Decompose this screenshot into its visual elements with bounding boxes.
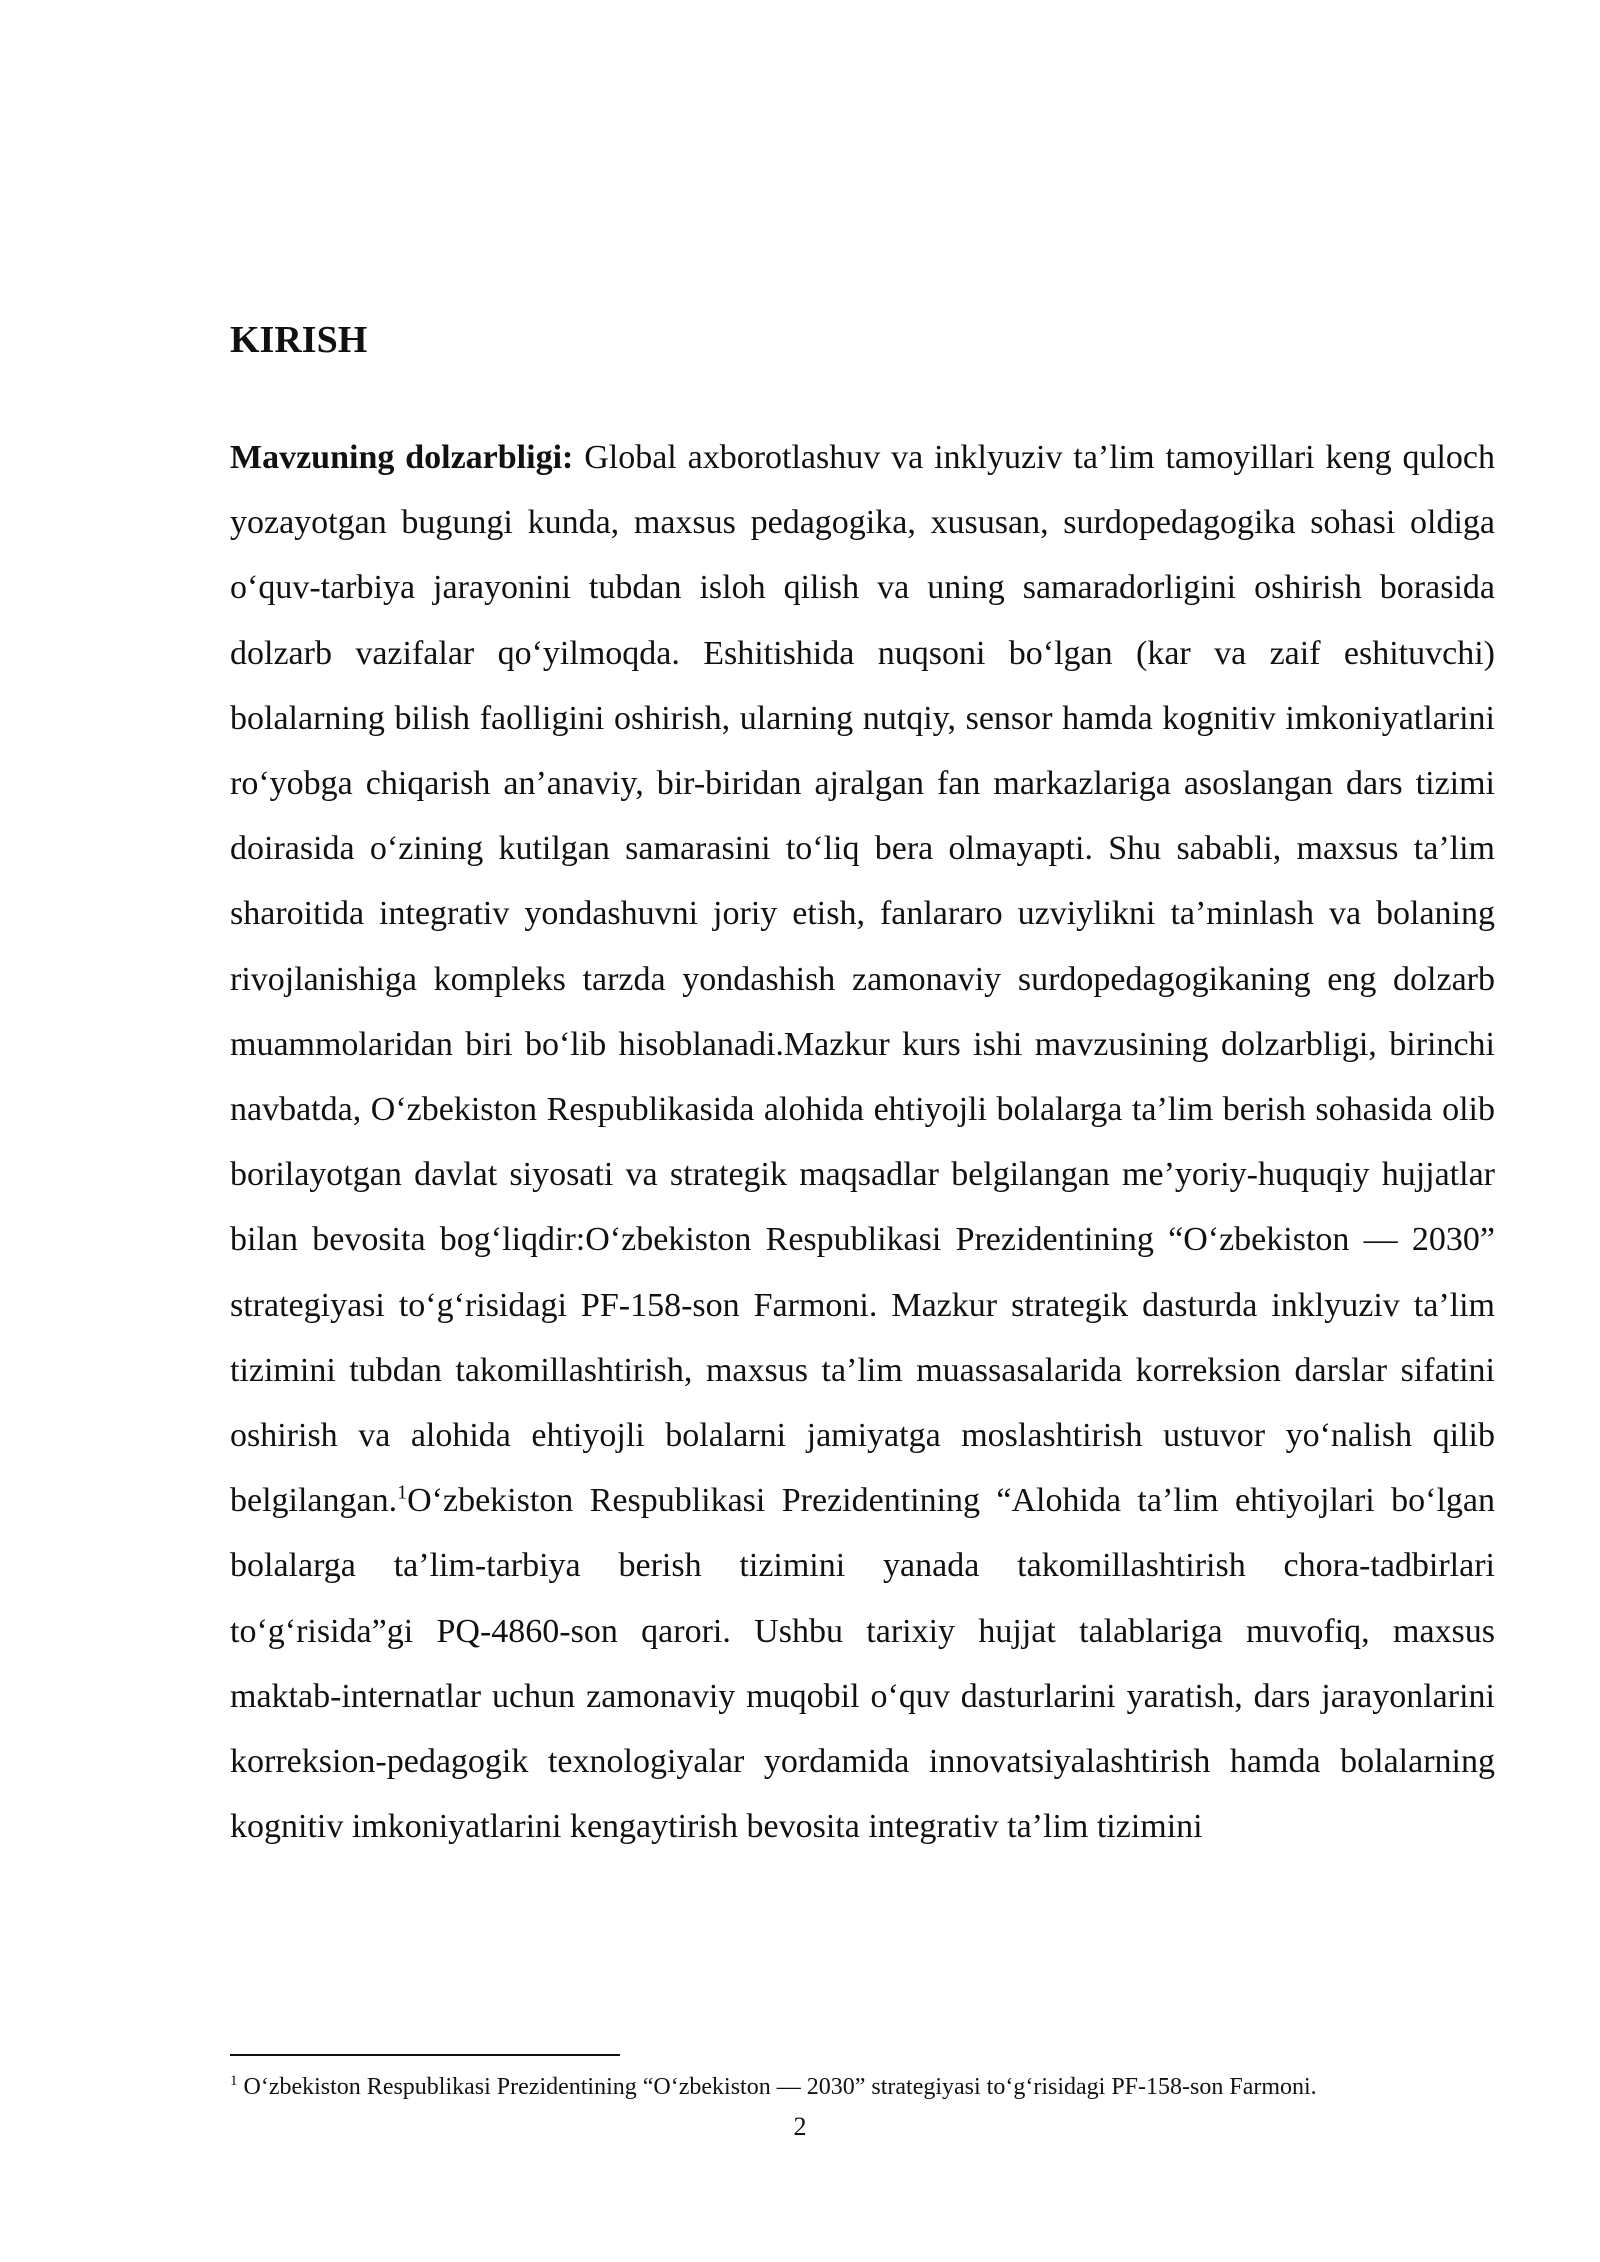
section-heading: KIRISH [230,319,368,361]
paragraph-lead: Mavzuning dolzarbligi: [230,439,574,476]
page-number: 2 [793,2112,807,2141]
paragraph-text-part-2: O‘zbekiston Respublikasi Prezidentining “Alohida ta’lim ehtiyojlari bo‘lgan bolalarga ta’lim-tarbiya berish tizimini yanada takomillashtirish chora-tadbirlari to‘g‘risida”gi PQ-4860-son qarori. Ushbu tarixiy hujjat talablariga muvofiq, maxsus maktab-internatlar uchun zamonaviy muqobil o‘quv dasturlarini yaratish, dars jarayonlarini korreksion-pedagogik texnologiyalar yordamida innovatsiyalashtirish hamda bolalarning kognitiv imkoniyatlarini kengaytirish bevosita integrativ ta’lim tizimini [230,1482,1495,1846]
footnote-reference[interactable]: 1 [397,1481,408,1504]
body-paragraph [230,425,1495,1859]
footnote-text: O‘zbekiston Respublikasi Prezidentining “O‘zbekiston — 2030” strategiyasi to‘g‘risidagi PF-158-son Farmoni. [237,2074,1317,2100]
footnote-separator [230,2054,620,2056]
paragraph-text-part-1: Global axborotlashuv va inklyuziv ta’lim tamoyillari keng quloch yozayotgan bugungi kunda, maxsus pedagogika, xususan, surdopedagogika sohasi oldiga o‘quv-tarbiya jarayonini tubdan isloh qilish va uning samaradorligini oshirish borasida dolzarb vazifalar qo‘yilmoqda. Eshitishida nuqsoni bo‘lgan (kar va zaif eshituvchi) bolalarning bilish faolligini oshirish, ularning nutqiy, sensor hamda kognitiv imkoniyatlarini ro‘yobga chiqarish an’anaviy, bir-biridan ajralgan fan markazlariga asoslangan dars tizimi doirasida o‘zining kutilgan samarasini to‘liq bera olmayapti. Shu sababli, maxsus ta’lim sharoitida integrativ yondashuvni joriy etish, fanlararo uzviylikni ta’minlash va bolaning rivojlanishiga kompleks tarzda yondashish zamonaviy surdopedagogikaning eng dolzarb muammolaridan biri bo‘lib hisoblanadi.Mazkur kurs ishi mavzusining dolzarbligi, birinchi navbatda, O‘zbekiston Respublikasida alohida ehtiyojli bolalarga ta’lim berish sohasida olib borilayotgan davlat siyosati va strategik maqsadlar belgilangan me’yoriy-huquqiy hujjatlar bilan bevosita bog‘liqdir:O‘zbekiston Respublikasi Prezidentining “O‘zbekiston — 2030” strategiyasi to‘g‘risidagi PF-158-son Farmoni. Mazkur strategik dasturda inklyuziv ta’lim tizimini tubdan takomillashtirish, maxsus ta’lim muassasalarida korreksion darslar sifatini oshirish va alohida ehtiyojli bolalarni jamiyatga moslashtirish ustuvor yo‘nalish qilib belgilangan. [230,439,1495,1520]
footnote-marker: 1 [230,2073,238,2089]
footnote [230,2072,1495,2103]
